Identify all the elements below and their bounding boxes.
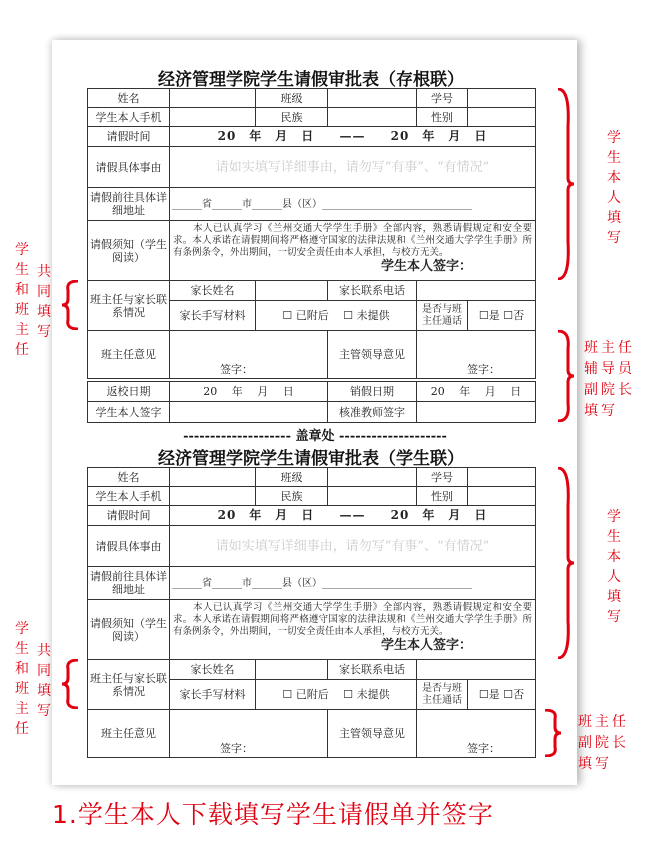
ethnicity-field[interactable] bbox=[328, 487, 417, 506]
label-leader-opinion: 主管领导意见 bbox=[328, 331, 417, 379]
notice-text: 本人已认真学习《兰州交通大学学生手册》全部内容，熟悉请假规定和安全要求。本人承诺在请假期间将严格遵守国家的法律法规和《兰州交通大学学生手册》所有条例条令，外出期间，一切安全责任由本人承担，与校方无关。 bbox=[173, 223, 532, 258]
annotation-vertical: 学生和班主任 bbox=[15, 242, 29, 358]
parent-phone-field[interactable] bbox=[417, 281, 536, 301]
leave-time-field: 20 年 月 日 —— 20 年 月 日 bbox=[170, 506, 536, 526]
label-leave-time: 请假时间 bbox=[88, 506, 170, 526]
annotation-line: 填写 bbox=[584, 403, 618, 419]
seal-line: -------------------- 盖章处 -------------------- bbox=[183, 429, 447, 444]
label-student-sign: 学生本人签字 bbox=[88, 402, 170, 423]
label-called-teacher: 是否与班主任通话 bbox=[417, 680, 468, 710]
annotation-line: 填写 bbox=[578, 756, 612, 772]
label-class: 班级 bbox=[256, 468, 328, 487]
gender-field[interactable] bbox=[468, 487, 536, 506]
parent-name-field[interactable] bbox=[256, 660, 328, 680]
name-field[interactable] bbox=[170, 89, 256, 108]
teacher-sign-field: 签字： bbox=[170, 710, 328, 758]
leave-form-table bbox=[87, 88, 536, 379]
class-field[interactable] bbox=[328, 468, 417, 487]
name-field[interactable] bbox=[170, 468, 256, 487]
annotation-vertical: 学生本人填写 bbox=[607, 509, 621, 625]
annotation-vertical: 学生和班主任 bbox=[15, 621, 29, 737]
return-table bbox=[87, 381, 536, 423]
student-id-field[interactable] bbox=[468, 468, 536, 487]
label-parent-name: 家长姓名 bbox=[170, 281, 256, 301]
yes-no-checkboxes: ☐是 ☐否 bbox=[468, 680, 536, 710]
label-called-teacher: 是否与班主任通话 bbox=[417, 301, 468, 331]
student-signature-label: 学生本人签字： bbox=[380, 638, 472, 653]
label-name: 姓名 bbox=[88, 468, 170, 487]
cancel-date-field: 20 年 月 日 bbox=[417, 382, 536, 402]
label-contact: 班主任与家长联系情况 bbox=[88, 660, 170, 710]
student-sign-field[interactable] bbox=[170, 402, 328, 423]
label-parent-phone: 家长联系电话 bbox=[328, 660, 417, 680]
label-student-id: 学号 bbox=[417, 468, 468, 487]
class-field[interactable] bbox=[328, 89, 417, 108]
student-id-field[interactable] bbox=[468, 89, 536, 108]
label-gender: 性别 bbox=[417, 108, 468, 127]
label-parent-material: 家长手写材料 bbox=[170, 301, 256, 331]
reason-field: 请如实填写详细事由，请勿写“有事”、“有情况” bbox=[170, 526, 536, 567]
label-teacher-sign: 核准教师签字 bbox=[328, 402, 417, 423]
reason-field: 请如实填写详细事由，请勿写“有事”、“有情况” bbox=[170, 147, 536, 188]
label-student-id: 学号 bbox=[417, 89, 468, 108]
label-ethnicity: 民族 bbox=[256, 487, 328, 506]
notice-cell bbox=[170, 600, 536, 660]
address-field: ______省______市______县（区）______________________________ bbox=[170, 188, 536, 221]
brace-icon bbox=[545, 709, 561, 757]
label-parent-material: 家长手写材料 bbox=[170, 680, 256, 710]
label-reason: 请假具体事由 bbox=[88, 147, 170, 188]
address-field: ______省______市______县（区）______________________________ bbox=[170, 567, 536, 600]
label-cancel-date: 销假日期 bbox=[328, 382, 417, 402]
label-gender: 性别 bbox=[417, 487, 468, 506]
label-parent-name: 家长姓名 bbox=[170, 660, 256, 680]
annotation-line: 班主任 bbox=[584, 340, 635, 356]
label-contact: 班主任与家长联系情况 bbox=[88, 281, 170, 331]
teacher-sign-field: 签字： bbox=[170, 331, 328, 379]
label-teacher-opinion: 班主任意见 bbox=[88, 710, 170, 758]
annotation-vertical: 学生本人填写 bbox=[607, 130, 621, 246]
notice-cell bbox=[170, 221, 536, 281]
brace-icon bbox=[62, 280, 78, 330]
ethnicity-field[interactable] bbox=[328, 108, 417, 127]
brace-icon bbox=[558, 330, 574, 422]
leave-form-table bbox=[87, 467, 536, 758]
label-notice: 请假须知（学生阅读） bbox=[88, 221, 170, 281]
leader-sign-field: 签字： bbox=[417, 710, 536, 758]
label-address: 请假前往具体详细地址 bbox=[88, 567, 170, 600]
return-date-field: 20 年 月 日 bbox=[170, 382, 328, 402]
material-checkboxes: ☐ 已附后 ☐ 未提供 bbox=[256, 680, 417, 710]
label-phone: 学生本人手机 bbox=[88, 487, 170, 506]
teacher-sign-field[interactable] bbox=[417, 402, 536, 423]
label-teacher-opinion: 班主任意见 bbox=[88, 331, 170, 379]
parent-name-field[interactable] bbox=[256, 281, 328, 301]
footer-caption: 1.学生本人下载填写学生请假单并签字 bbox=[52, 800, 494, 829]
parent-phone-field[interactable] bbox=[417, 660, 536, 680]
annotation-vertical: 共同填写 bbox=[37, 643, 51, 719]
label-class: 班级 bbox=[256, 89, 328, 108]
phone-field[interactable] bbox=[170, 108, 256, 127]
brace-icon bbox=[62, 659, 78, 709]
label-ethnicity: 民族 bbox=[256, 108, 328, 127]
yes-no-checkboxes: ☐是 ☐否 bbox=[468, 301, 536, 331]
annotation-vertical: 共同填写 bbox=[37, 264, 51, 340]
label-address: 请假前往具体详细地址 bbox=[88, 188, 170, 221]
label-reason: 请假具体事由 bbox=[88, 526, 170, 567]
phone-field[interactable] bbox=[170, 487, 256, 506]
brace-icon bbox=[558, 88, 574, 280]
material-checkboxes: ☐ 已附后 ☐ 未提供 bbox=[256, 301, 417, 331]
leave-time-field: 20 年 月 日 —— 20 年 月 日 bbox=[170, 127, 536, 147]
brace-icon bbox=[558, 467, 574, 659]
label-parent-phone: 家长联系电话 bbox=[328, 281, 417, 301]
form-title: 经济管理学院学生请假审批表（学生联） bbox=[158, 449, 464, 469]
gender-field[interactable] bbox=[468, 108, 536, 127]
label-name: 姓名 bbox=[88, 89, 170, 108]
label-phone: 学生本人手机 bbox=[88, 108, 170, 127]
label-leave-time: 请假时间 bbox=[88, 127, 170, 147]
annotation-line: 辅导员 bbox=[584, 361, 635, 377]
annotation-line: 副院长 bbox=[578, 735, 629, 751]
form-title: 经济管理学院学生请假审批表（存根联） bbox=[158, 70, 464, 90]
annotation-line: 副院长 bbox=[584, 382, 635, 398]
annotation-line: 班主任 bbox=[578, 714, 629, 730]
leader-sign-field: 签字： bbox=[417, 331, 536, 379]
label-leader-opinion: 主管领导意见 bbox=[328, 710, 417, 758]
label-notice: 请假须知（学生阅读） bbox=[88, 600, 170, 660]
notice-text: 本人已认真学习《兰州交通大学学生手册》全部内容，熟悉请假规定和安全要求。本人承诺在请假期间将严格遵守国家的法律法规和《兰州交通大学学生手册》所有条例条令，外出期间，一切安全责任由本人承担，与校方无关。 bbox=[173, 602, 532, 637]
student-signature-label: 学生本人签字： bbox=[380, 259, 472, 274]
label-return-date: 返校日期 bbox=[88, 382, 170, 402]
